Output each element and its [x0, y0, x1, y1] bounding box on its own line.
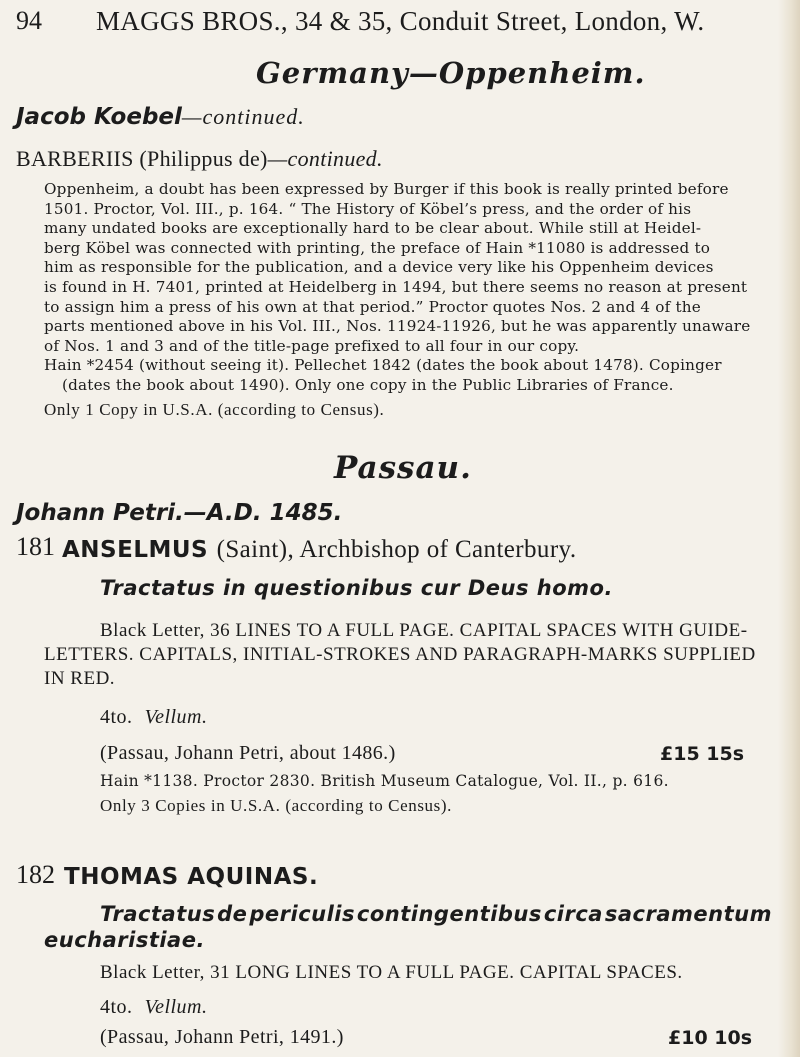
paragraph-line: parts mentioned above in his Vol. III., Nos. 11924-11926, but he was apparently unaware [44, 317, 751, 336]
author-heading-barberiis [16, 146, 383, 172]
paragraph-line: to assign him a press of his own at that period.” Proctor quotes Nos. 2 and 4 of the [44, 297, 701, 316]
section-title-passau: Passau. [334, 450, 472, 486]
paragraph-line: Oppenheim, a doubt has been expressed by Burger if this book is really printed before [44, 180, 729, 198]
lot-author [62, 536, 576, 564]
printer-name: Jacob Koebel [16, 104, 182, 130]
lot-description-line [100, 620, 782, 642]
running-title: MAGGS BROS., 34 & 35, Conduit Street, London, W. [96, 6, 705, 36]
lot-imprint: (Passau, Johann Petri, about 1486.) [100, 742, 396, 764]
lot-price: £15 15s [660, 743, 745, 765]
author-name: BARBERIIS (Philippus de) [16, 146, 268, 171]
printer-continued: —continued. [181, 104, 305, 129]
format-size: 4to. [100, 996, 133, 1018]
page-header [0, 2, 800, 42]
section-title-oppenheim: Germany—Oppenheim. [256, 56, 646, 90]
lot-title-line-1: Tractatus de periculis contingentibus circa sacramentum [100, 902, 772, 926]
paragraph-line: is found in H. 7401, printed at Heidelberg in 1494, but there seems no reason at present [44, 277, 748, 296]
lot-format [100, 706, 208, 729]
author-continued: —continued. [267, 146, 383, 171]
lot-author-name: THOMAS AQUINAS. [64, 864, 319, 890]
description-line-1: Black Letter, 36 LINES TO A FULL PAGE. CAPITAL SPACES WITH GUIDE- [100, 620, 748, 641]
paragraph-line: berg Köbel was connected with printing, the preface of Hain *11080 is addressed to [44, 238, 711, 257]
lot-title [100, 902, 772, 926]
lot-reference: Hain *1138. Proctor 2830. British Museum Catalogue, Vol. II., p. 616. [100, 772, 669, 790]
lot-imprint: (Passau, Johann Petri, 1491.) [100, 1026, 344, 1048]
printer-heading-petri: Johann Petri.—A.D. 1485. [16, 500, 343, 526]
page-number: 94 [16, 6, 42, 35]
census-note: Only 1 Copy in U.S.A. (according to Census). [44, 400, 385, 419]
lot-census: Only 3 Copies in U.S.A. (according to Census). [100, 796, 452, 815]
lot-number: 181 [16, 532, 55, 561]
printer-heading-koebel [16, 104, 305, 130]
paragraph-line: him as responsible for the publication, and a device very like his Oppenheim devices [44, 258, 714, 277]
paragraph-line: of Nos. 1 and 3 and of the title-page prefixed to all four in our copy. [44, 336, 580, 355]
format-binding: Vellum. [144, 706, 208, 728]
format-binding: Vellum. [144, 996, 208, 1018]
format-size: 4to. [100, 706, 133, 728]
page-edge-shadow [778, 0, 800, 1057]
lot-price: £10 10s [668, 1027, 753, 1049]
lot-author-name: ANSELMUS [62, 537, 209, 563]
lot-title-line-2: eucharistiae. [44, 928, 205, 952]
paragraph-line: (dates the book about 1490). Only one copy in the Public Libraries of France. [62, 375, 674, 394]
paragraph-line: many undated books are exceptionally hard to be clear about. While still at Heidel- [44, 219, 702, 238]
description-paragraph [44, 180, 782, 396]
lot-description-line: IN RED. [44, 668, 116, 689]
lot-number: 182 [16, 860, 55, 889]
lot-author-detail: (Saint), Archbishop of Canterbury. [216, 536, 577, 563]
lot-title: Tractatus in questionibus cur Deus homo. [100, 576, 613, 600]
lot-description-line: LETTERS. CAPITALS, INITIAL-STROKES AND PARAGRAPH-MARKS SUPPLIED [44, 644, 756, 665]
lot-description: Black Letter, 31 LONG LINES TO A FULL PAGE. CAPITAL SPACES. [100, 962, 683, 983]
paragraph-line: Hain *2454 (without seeing it). Pellechet 1842 (dates the book about 1478). Copinger [44, 356, 722, 375]
paragraph-line: 1501. Proctor, Vol. III., p. 164. “ The History of Köbel’s press, and the order of his [44, 199, 692, 218]
lot-format [100, 996, 208, 1019]
